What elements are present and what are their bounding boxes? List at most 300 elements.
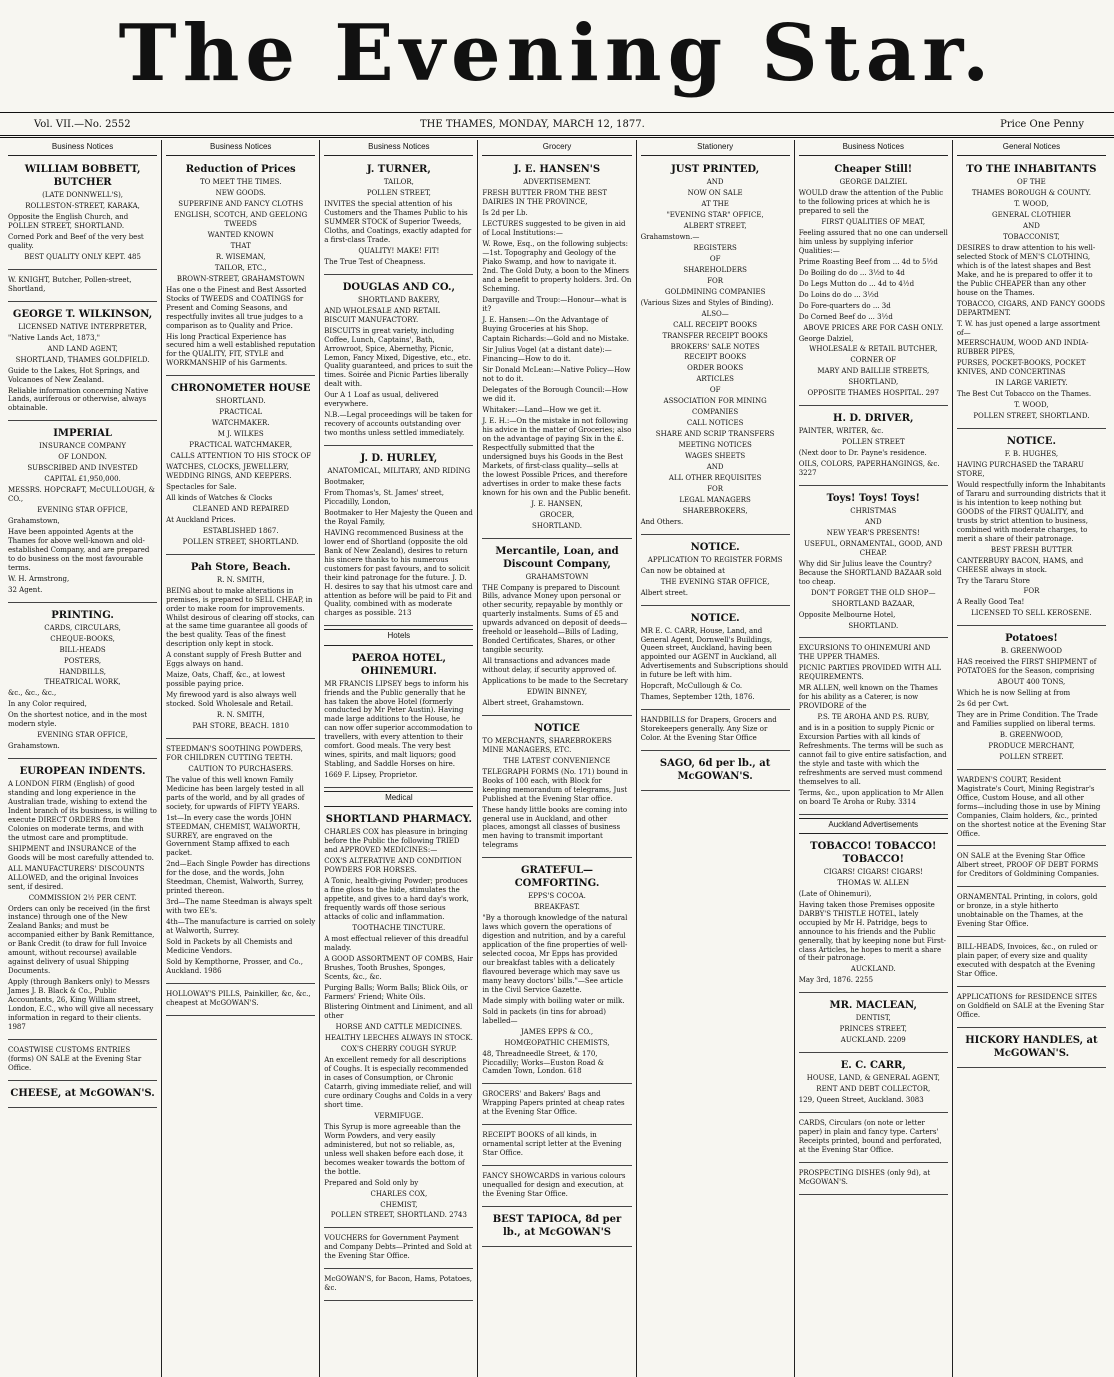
- ad-line: CAUTION TO PURCHASERS.: [188, 764, 294, 773]
- advertisement: [641, 754, 790, 791]
- ad-line: APPLICATIONS for RESIDENCE SITES on Goldfield on SALE at the Evening Star Office.: [956, 992, 1105, 1019]
- ad-line: Do Fore-quarters do ... 3d: [798, 301, 891, 310]
- ad-line: ALBERT STREET,: [683, 222, 747, 231]
- column-4: [478, 140, 636, 1377]
- ad-line: PICNIC PARTIES PROVIDED WITH ALL REQUIREMENTS.: [798, 664, 942, 682]
- ad-line: 1st—In every case the words JOHN STEEDMAN, CHEMIST, WALWORTH, SURREY, are engraved on the Government Stamp affixed to each packet.: [166, 813, 301, 858]
- advertisement: [482, 1210, 631, 1247]
- ad-line: Medical: [385, 793, 413, 803]
- advertisement: [166, 742, 315, 984]
- ad-line: SHARE AND SCRIP TRANSFERS: [655, 430, 775, 439]
- ad-line: PAINTER, WRITER, &c.: [798, 427, 884, 436]
- ad-line: NOTICE.: [690, 541, 740, 553]
- ad-line: OF THE: [1017, 178, 1046, 187]
- ad-line: 2s 6d per Cwt.: [956, 700, 1009, 709]
- ad-line: JUST PRINTED,: [671, 164, 760, 176]
- ad-line: SHIPMENT and INSURANCE of the Goods will be most carefully attended to.: [8, 844, 154, 862]
- ad-line: POLLEN STREET, SHORTLAND. 2743: [330, 1211, 467, 1220]
- ad-line: TOOTHACHE TINCTURE.: [352, 923, 446, 932]
- ad-line: BREAKFAST.: [534, 903, 580, 912]
- ad-line: CAPITAL £1,950,000.: [44, 475, 121, 484]
- ad-line: REGISTERS: [693, 243, 737, 252]
- ad-line: BEST FRESH BUTTER: [990, 545, 1073, 554]
- advertisement: [324, 160, 473, 275]
- column-heading: Business Notices: [799, 140, 948, 156]
- ad-line: USEFUL, ORNAMENTAL, GOOD, AND CHEAP.: [804, 539, 943, 557]
- ad-line: HICKORY HANDLES, at McGOWAN'S.: [965, 1034, 1098, 1059]
- ad-line: SHORTLAND BAKERY,: [358, 295, 440, 304]
- column-heading: Grocery: [482, 140, 631, 156]
- column-heading: Business Notices: [324, 140, 473, 156]
- ad-line: CHARLES COX,: [370, 1189, 428, 1198]
- ad-line: The Best Cut Tobacco on the Thames.: [956, 390, 1092, 399]
- ad-line: Auckland Advertisements: [828, 819, 919, 829]
- advertisement: [8, 424, 157, 602]
- ad-line: Whitaker:—Land—How we get it.: [482, 406, 602, 415]
- ad-line: Applications to be made to the Secretary: [482, 677, 628, 686]
- ad-line: Purging Balls; Worm Balls; Blick Oils, or Farmers' Friend; White Oils.: [324, 983, 468, 1001]
- ad-line: SHORTLAND BAZAAR,: [831, 599, 915, 608]
- ad-line: Do Loins do do ... 3½d: [798, 290, 879, 299]
- ad-line: 48, Threadneedle Street, & 170, Piccadilly; Works—Euston Road & Camden Town, London. 618: [482, 1049, 604, 1076]
- ad-line: A Tonic, health-giving Powder; produces a fine gloss to the hide, stimulates the appetite, and gives to a hard day's work, frequently wards off those serious attacks of colic and inflammation.: [324, 877, 469, 921]
- ad-line: HAVING PURCHASED the TARARU STORE,: [956, 461, 1084, 479]
- ad-line: Thames, September 12th, 1876.: [640, 693, 755, 702]
- ad-line: FOR: [707, 276, 724, 285]
- ad-line: TELEGRAPH FORMS (No. 171) bound in Books of 100 each, with Block for keeping memorandum of telegrams, Just Published at the Evening Star office.: [482, 767, 628, 803]
- ad-line: Prime Roasting Beef from ... 4d to 5½d: [798, 257, 938, 266]
- ad-line: COX'S CHERRY COUGH SYRUP.: [341, 1045, 457, 1054]
- advertisement: [641, 160, 790, 535]
- ad-line: THAT: [230, 241, 251, 250]
- ad-line: ESTABLISHED 1867.: [202, 526, 279, 535]
- ad-line: Can now be obtained at: [640, 566, 725, 575]
- ad-line: B. GREENWOOD,: [999, 730, 1063, 739]
- ad-line: THAMES BOROUGH & COUNTY.: [971, 189, 1091, 198]
- advertisement: [799, 837, 948, 993]
- ad-line: This Syrup is more agreeable than the Worm Powders, and very easily administered, but not so reliable, as, unless well shaken before each dose, it becomes weaker towards the bottom of the bottle.: [324, 1122, 465, 1176]
- advertisement: [8, 762, 157, 1040]
- ad-line: SHAREBROKERS,: [682, 506, 748, 515]
- ad-line: PROSPECTING DISHES (only 9d), at McGOWAN'S.: [798, 1168, 931, 1186]
- ad-line: J. E. Hansen:—On the Advantage of Buying Groceries at his Shop.: [482, 315, 609, 333]
- ad-line: T. WOOD,: [1014, 200, 1049, 209]
- ad-line: HOUSE, LAND, & GENERAL AGENT,: [806, 1074, 940, 1083]
- ad-line: IN LARGE VARIETY.: [995, 379, 1068, 388]
- column-7: [953, 140, 1110, 1377]
- ad-line: AND LAND AGENT,: [47, 344, 118, 353]
- ad-line: Sold in Packets by all Chemists and Medicine Vendors.: [166, 938, 293, 955]
- ad-line: W. Rowe, Esq., on the following subjects:—1st. Topography and Geology of the Piako Swamp, and how to navigate it. 2nd. The Gold Duty, a boon to the Miners and a benefit to property holders. 3rd. On Scheming.: [482, 239, 632, 293]
- ad-line: HAVING recommenced Business at the lower end of Shortland (opposite the old Bank of New Zealand), desires to return his sincere thanks to his numerous customers for past favours, and to solicit their kind patronage for the future. J. D. H. desires to say that his utmost care and attention as before will be paid to Fit and Quality, combined with as moderate charges as possible. 213: [324, 528, 473, 618]
- ad-line: CALLS ATTENTION TO HIS STOCK OF: [170, 452, 312, 461]
- ad-line: DENTIST,: [855, 1014, 891, 1023]
- ad-line: At Auckland Prices.: [166, 515, 236, 524]
- ad-line: OF: [709, 254, 721, 263]
- advertisement: [8, 160, 157, 270]
- ad-line: CALL NOTICES: [686, 419, 744, 428]
- ad-line: BEST TAPIOCA, 8d per lb., at McGOWAN'S: [492, 1214, 622, 1239]
- ad-line: THE LATEST CONVENIENCE: [503, 756, 611, 765]
- ad-line: Sir Julius Vogel (at a distant date):—Financing—How to do it.: [482, 346, 612, 364]
- ad-line: J. E. HANSEN,: [531, 499, 583, 508]
- ad-line: (Next door to Dr. Payne's residence.: [798, 449, 927, 458]
- ad-line: OPPOSITE THAMES HOSPITAL. 297: [807, 389, 940, 398]
- dateline: [0, 112, 1114, 138]
- ad-line: ALL MANUFACTURERS' DISCOUNTS ALLOWED, and the original Invoices sent, if desired.: [8, 864, 145, 891]
- ad-line: Opposite Melbourne Hotel,: [798, 610, 896, 619]
- ad-line: All transactions and advances made without delay, if security approved of.: [482, 657, 617, 675]
- ad-line: P.S. TE AROHA AND P.S. RUBY,: [817, 713, 930, 722]
- ad-line: CHRONOMETER HOUSE: [170, 383, 311, 395]
- ad-line: HEALTHY LEECHES ALWAYS IN STOCK.: [324, 1034, 473, 1043]
- ad-line: All kinds of Watches & Clocks: [166, 493, 273, 502]
- ad-line: EPPS'S COCOA.: [528, 892, 586, 901]
- ad-line: MR ALLEN, well known on the Thames for his ability as a Caterer, is now PROVIDORE of the: [798, 684, 938, 711]
- ad-line: FOR: [1023, 587, 1040, 596]
- ad-line: Having taken those Premises opposite DARBY'S THISTLE HOTEL, lately occupied by Mr H. Patridge, begs to announce to his friends and the Public generally, that by keeping none but First-class Articles, he hopes to merit a share of their patronage.: [798, 900, 946, 963]
- ad-line: Reduction of Prices: [185, 164, 296, 176]
- ad-line: TOBACCONIST,: [1003, 233, 1060, 241]
- ad-line: WATCHES, CLOCKS, JEWELLERY, WEDDING RINGS, AND KEEPERS.: [166, 463, 292, 481]
- ad-line: "EVENING STAR" OFFICE,: [666, 211, 764, 220]
- ad-line: J. TURNER,: [366, 164, 431, 176]
- advertisement: [8, 1084, 157, 1108]
- column-heading: Business Notices: [8, 140, 157, 156]
- ad-line: TOBACCO, CIGARS, AND FANCY GOODS DEPARTMENT.: [956, 299, 1106, 317]
- advertisement: [482, 160, 631, 538]
- ad-line: WARDEN'S COURT, Resident Magistrate's Court, Mining Registrar's Office, Custom House, and all other forms—including those in use by Mining Companies, Claim holders, &c., printed on the shortest notice at the Evening Star Office.: [956, 775, 1106, 838]
- ad-line: AUCKLAND. 2209: [840, 1036, 906, 1045]
- ad-line: BILL-HEADS, Invoices, &c., on ruled or plain paper, of every size and quality executed with despatch at the Evening Star Office.: [956, 943, 1098, 978]
- ad-line: MESSRS. HOPCRAFT, McCULLOUGH, & CO.,: [8, 486, 155, 504]
- ad-line: They are in Prime Condition. The Trade and Families supplied on liberal terms.: [956, 711, 1098, 728]
- ad-line: CHARLES COX has pleasure in bringing before the Public the following TRIED and APPROVED MEDICINES:—: [324, 828, 468, 855]
- ad-line: OILS, COLORS, PAPERHANGINGS, &c. 3227: [798, 460, 940, 478]
- ad-line: ASSOCIATION FOR MINING: [663, 397, 767, 406]
- ad-line: CALL RECEIPT BOOKS: [673, 320, 758, 329]
- ad-line: Pah Store, Beach.: [190, 561, 291, 573]
- ad-line: Potatoes!: [1005, 633, 1058, 645]
- advertisement: [482, 861, 631, 1084]
- ad-line: MEETING NOTICES: [678, 441, 752, 450]
- ad-line: CHRISTMAS: [850, 507, 897, 516]
- ad-line: Captain Richards:—Gold and no Mistake.: [482, 335, 629, 344]
- ad-line: "By a thorough knowledge of the natural laws which govern the operations of digestion and nutrition, and by a careful application of the fine properties of well-selected cocoa, Mr Epps has provided our breakfast tables with a delicately flavoured beverage which may save us many heavy doctors' bills."—See article in the Civil Service Gazette.: [482, 914, 628, 994]
- column-2: [162, 140, 320, 1377]
- ad-line: Bootmaker,: [324, 478, 365, 487]
- ad-line: PRACTICAL WATCHMAKER,: [189, 441, 293, 450]
- ad-line: N.B.—Legal proceedings will be taken for recovery of accounts outstanding over two months unless settled immediately.: [324, 411, 473, 438]
- ad-line: ABOVE PRICES ARE FOR CASH ONLY.: [803, 323, 944, 332]
- advertisement: [641, 538, 790, 606]
- ad-line: Blistering Ointment and Liniment, and all other: [324, 1003, 473, 1021]
- advertisement: [799, 489, 948, 638]
- ad-line: TAILOR, ETC.,: [214, 263, 267, 272]
- ad-line: Bootmaker to Her Majesty the Queen and the Royal Family,: [324, 508, 473, 526]
- ad-line: W. H. Armstrong,: [8, 574, 70, 583]
- newspaper-title: The Evening Star.: [118, 8, 996, 99]
- ad-line: 1669 F. Lipsey, Proprietor.: [324, 771, 418, 780]
- advertisement: [957, 773, 1106, 847]
- ad-line: (Late of Ohinemuri),: [798, 889, 872, 898]
- column-heading: Business Notices: [166, 140, 315, 156]
- ad-line: WHOLESALE & RETAIL BUTCHER,: [809, 345, 938, 354]
- ad-line: TAILOR,: [383, 178, 414, 187]
- ad-line: A most effectual reliever of this dreadful malady.: [324, 934, 469, 952]
- ad-line: POLLEN STREET, SHORTLAND.: [182, 537, 299, 546]
- ad-line: EDWIN BINNEY,: [526, 687, 588, 696]
- ad-line: GENERAL CLOTHIER: [992, 211, 1071, 220]
- ad-line: Terms, &c., upon application to Mr Allen on board Te Aroha or Ruby. 3314: [798, 788, 944, 806]
- ad-line: HOMŒOPATHIC CHEMISTS,: [504, 1038, 610, 1047]
- ad-line: THE EVENING STAR OFFICE,: [660, 577, 770, 586]
- ad-line: WAGES SHEETS: [685, 452, 746, 461]
- ad-line: WATCHMAKER.: [211, 419, 270, 428]
- ad-line: TO MEET THE TIMES.: [199, 178, 282, 187]
- ad-line: T. WOOD,: [1014, 401, 1049, 410]
- ad-line: HORSE AND CATTLE MEDICINES.: [335, 1023, 463, 1032]
- ad-line: 2nd—Each Single Powder has directions for the dose, and the words, John Steedman, Chemist, Walworth, Surrey, printed thereon.: [166, 860, 310, 896]
- advertisement: [799, 641, 948, 814]
- ad-line: My firewood yard is also always well stocked. Sold Wholesale and Retail.: [166, 691, 297, 709]
- ad-line: GEORGE DALZIEL: [839, 178, 907, 187]
- ad-line: Would respectfully inform the Inhabitants of Tararu and surrounding districts that it is his intention to keep nothing but GOODS of the FIRST QUALITY, and trusts by strict attention to business, combined with moderate charges, to merit a share of their patronage.: [956, 480, 1106, 543]
- ad-line: COX'S ALTERATIVE AND CONDITION POWDERS FOR HORSES.: [324, 857, 462, 875]
- ad-line: PURSES, POCKET-BOOKS, POCKET KNIVES, AND CONCERTINAS: [956, 359, 1086, 377]
- ad-line: HANDBILLS for Drapers, Grocers and Storekeepers generally. Any Size or Color. At the Evening Star Office: [640, 716, 777, 743]
- ad-line: T. W. has just opened a large assortment of—: [956, 319, 1101, 337]
- ad-line: Why did Sir Julius leave the Country? Because the SHORTLAND BAZAAR sold too cheap.: [798, 559, 942, 586]
- advertisement: [957, 629, 1106, 769]
- ad-line: HAS received the FIRST SHIPMENT of POTATOES for the Season, comprising: [956, 658, 1097, 676]
- ad-line: CANTERBURY BACON, HAMS, and CHEESE always in stock.: [956, 556, 1084, 574]
- ad-line: &c., &c., &c.,: [8, 689, 57, 698]
- ad-line: Spectacles for Sale.: [166, 482, 237, 491]
- ad-line: THOMAS W. ALLEN: [837, 878, 910, 887]
- ad-line: Delegates of the Borough Council:—How we did it.: [482, 386, 628, 404]
- ad-line: CLEANED AND REPAIRED: [192, 504, 289, 513]
- ad-line: POLLEN STREET, SHORTLAND.: [973, 412, 1090, 421]
- ad-line: F. B. HUGHES,: [1004, 450, 1059, 459]
- ad-line: From Thomas's, St. James' street, Piccadilly, London,: [324, 489, 444, 506]
- ad-line: CHEESE, at McGOWAN'S.: [10, 1087, 155, 1099]
- ad-line: AUCKLAND.: [850, 965, 896, 974]
- ad-line: MEERSCHAUM, WOOD AND INDIA-RUBBER PIPES,: [956, 339, 1089, 357]
- ad-line: THEATRICAL WORK,: [44, 678, 121, 687]
- ad-line: WANTED KNOWN: [207, 231, 274, 239]
- ad-line: Orders can only be received (in the first instance) through one of the New Zealand Banks; and must be accompanied either by Bank Remittance, or Bank Credit (to draw for full Invoice amount, without recourse) available against delivery of usual Shipping Documents.: [8, 904, 155, 976]
- ad-line: B. GREENWOOD: [1000, 647, 1062, 656]
- ad-line: ADVERTISEMENT.: [523, 178, 591, 187]
- advertisement: [957, 890, 1106, 937]
- ad-line: NOW ON SALE: [687, 189, 743, 198]
- ad-line: GOLDMINING COMPANIES: [664, 287, 766, 296]
- ad-line: Try the Tararu Store: [956, 576, 1030, 585]
- ad-line: BISCUITS in great variety, including Coffee, Lunch, Captains', Bath, Arrowroot, Spice, Abernethy, Picnic, Lemon, Fancy Mixed, Digestive, etc., etc. Quality guaranteed, and prices to suit the times. Soirée and Picnic Parties liberally dealt with.: [324, 326, 473, 389]
- ad-line: Sold in packets (in tins for abroad) labelled—: [482, 1007, 606, 1025]
- ad-line: AND: [864, 517, 882, 526]
- ad-line: SAGO, 6d per lb., at McGOWAN'S.: [659, 758, 771, 783]
- ad-line: TRANSFER RECEIPT BOOKS: [662, 331, 768, 340]
- advertisement: [324, 1272, 473, 1301]
- ad-line: A constant supply of Fresh Butter and Eggs always on hand.: [166, 651, 302, 669]
- ad-line: PRINTING.: [51, 609, 114, 621]
- ad-line: May 3rd, 1876. 2255: [798, 976, 874, 985]
- ad-line: A Really Good Tea!: [956, 598, 1025, 607]
- advertisement: [957, 160, 1106, 429]
- ad-line: ARTICLES: [696, 375, 734, 384]
- advertisement: [799, 409, 948, 486]
- ad-line: CORNER OF: [850, 356, 897, 365]
- ad-line: VERMIFUGE.: [374, 1111, 424, 1120]
- ad-line: INVITES the special attention of his Customers and the Thames Public to his SUMMER STOCK of Superior Tweeds, Cloths, and Coatings, exactly adapted for a first-class Trade.: [324, 200, 472, 244]
- advertisement: [482, 1087, 631, 1125]
- ad-line: AND: [706, 178, 724, 187]
- ad-line: OF: [709, 386, 721, 395]
- ad-line: STEEDMAN'S SOOTHING POWDERS, FOR CHILDREN CUTTING TEETH.: [166, 744, 303, 762]
- ad-line: Hotels: [387, 631, 411, 641]
- advertisement: [641, 713, 790, 751]
- ad-line: BEING about to make alterations in premises, is prepared to SELL CHEAP, in order to make room for improvements. Whilst desirous of clearing off stocks, can at the same time guarantee all goods of the best quality. Teas of the finest description only kept in stock.: [166, 586, 315, 649]
- ad-line: 129, Queen Street, Auckland. 3083: [798, 1096, 924, 1105]
- ad-line: Mercantile, Loan, and Discount Company,: [495, 545, 619, 570]
- ad-line: Which he is now Selling at from: [956, 689, 1071, 698]
- ad-line: RENT AND DEBT COLLECTOR,: [816, 1085, 931, 1094]
- ad-line: ALL OTHER REQUISITES: [668, 473, 762, 482]
- ad-line: M J. WILKES: [217, 430, 264, 439]
- ad-line: Toys! Toys! Toys!: [826, 493, 920, 505]
- ad-line: The value of this well known Family Medicine has been largely tested in all parts of the world, and by all grades of society, for upwards of FIFTY YEARS.: [166, 775, 305, 811]
- advertisement: [166, 160, 315, 376]
- advertisement: [8, 606, 157, 759]
- ad-line: George Dalziel,: [798, 334, 854, 343]
- column-heading: Stationery: [641, 140, 790, 156]
- ad-line: FRESH BUTTER FROM THE BEST DAIRIES IN THE PROVINCE,: [482, 189, 607, 207]
- ad-line: ABOUT 400 TONS,: [997, 678, 1066, 687]
- advertisement: [641, 609, 790, 711]
- column-6: [795, 140, 953, 1377]
- ad-line: And Others.: [640, 517, 684, 526]
- advertisement: [8, 305, 157, 422]
- ad-line: POLLEN STREET: [841, 438, 905, 447]
- ad-line: The True Test of Cheapness.: [324, 257, 426, 266]
- ad-line: CHEMIST,: [380, 1200, 418, 1209]
- ad-line: LICENSED TO SELL KEROSENE.: [971, 609, 1092, 618]
- ad-line: J. E. HANSEN'S: [513, 164, 601, 176]
- ad-line: MR E. C. CARR, House, Land, and General Agent, Dornwell's Buildings, Queen street, Auckland, having been appointed our AGENT in Auckland, all Advertisements and Subscriptions should in future be left with him.: [640, 626, 789, 680]
- ad-line: A GOOD ASSORTMENT OF COMBS, Hair Brushes, Tooth Brushes, Sponges, Scents, &c., &c.: [324, 954, 473, 981]
- ad-line: (LATE DONNWELL'S),: [42, 191, 124, 200]
- ad-line: SHORTLAND,: [848, 378, 899, 387]
- ad-line: RECEIPT BOOKS of all kinds, in ornamental script letter at the Evening Star Office.: [482, 1131, 622, 1158]
- ad-line: McGOWAN'S, for Bacon, Hams, Potatoes, &c.: [324, 1275, 473, 1293]
- ad-line: NOTICE.: [1006, 436, 1056, 448]
- ad-line: Made simply with boiling water or milk.: [482, 996, 625, 1005]
- ad-line: AT THE: [701, 200, 729, 209]
- ad-line: Albert street.: [640, 588, 688, 597]
- ad-line: DESIRES to draw attention to his well-selected Stock of MEN'S CLOTHING, which is of the latest shapes and Best Make, and he is prepared to offer it to the Public CHEAPER than any other house on the Thames.: [956, 243, 1096, 297]
- ad-line: 32 Agent.: [8, 585, 43, 594]
- advertisement: [166, 558, 315, 739]
- ad-line: EUROPEAN INDENTS.: [19, 766, 146, 778]
- ad-line: GROCER,: [539, 510, 575, 519]
- ad-line: EXCURSIONS TO OHINEMURI AND THE UPPER THAMES.: [798, 644, 931, 662]
- column-5: [637, 140, 795, 1377]
- ad-line: MARY AND BAILLIE STREETS,: [817, 367, 930, 376]
- ad-line: ORDER BOOKS: [687, 364, 744, 373]
- ad-line: and is in a position to supply Picnic or Excursion Parties with all kinds of Refreshments. The terms will be such as cannot fail to give entire satisfaction, and the style and taste with which the refreshments are served must commend themselves to all.: [798, 724, 947, 786]
- ad-line: SHORTLAND.: [532, 521, 582, 530]
- ad-line: 4th—The manufacture is carried on solely at Walworth, Surrey.: [166, 918, 316, 936]
- ad-line: AND: [706, 463, 724, 472]
- advertisement: [799, 1056, 948, 1113]
- advertisement: [799, 160, 948, 406]
- ad-line: GRAHAMSTOWN: [525, 572, 589, 581]
- ad-line: RECEIPT BOOKS: [684, 353, 747, 362]
- ad-line: COMPANIES: [692, 408, 739, 417]
- ad-line: Grahamstown.: [8, 742, 60, 751]
- ad-line: ENGLISH, SCOTCH, AND GEELONG TWEEDS: [174, 211, 308, 229]
- ad-line: POSTERS,: [64, 656, 102, 665]
- ad-line: CARDS, CIRCULARS,: [44, 623, 121, 632]
- ad-line: Reliable information concerning Native Lands, auriferous or otherwise, always obtainable.: [8, 386, 149, 413]
- ad-line: On the shortest notice, and in the most modern style.: [8, 711, 148, 729]
- ad-line: Do Corned Beef do ... 3½d: [798, 312, 893, 321]
- ad-line: Our A 1 Loaf as usual, delivered everywhere.: [324, 391, 439, 409]
- ad-line: BROWN-STREET, GRAHAMSTOWN: [176, 274, 305, 283]
- ad-line: ANATOMICAL, MILITARY, AND RIDING: [327, 467, 471, 476]
- ad-line: BILL-HEADS: [59, 645, 106, 654]
- ad-line: PAEROA HOTEL, OHINEMURI.: [351, 652, 446, 677]
- ad-line: PAH STORE, BEACH. 1810: [192, 721, 289, 730]
- ad-line: (Various Sizes and Styles of Binding).: [640, 298, 774, 307]
- ad-line: INSURANCE COMPANY: [39, 442, 126, 451]
- ad-line: Have been appointed Agents at the Thames for above well-known and old-established Company, and are prepared to do business on the most favourable terms.: [8, 528, 150, 572]
- ad-line: HANDBILLS,: [59, 667, 106, 676]
- ad-line: Apply (through Bankers only) to Messrs James J. B. Black & Co., Public Accountants, 26, King William street, London, E.C., who will give all necessary information in regard to their clients. 1987: [8, 978, 154, 1031]
- ad-line: Maize, Oats, Chaff, &c., at lowest possible paying price.: [166, 671, 286, 689]
- ad-line: WILLIAM BOBBETT, BUTCHER: [24, 164, 141, 189]
- ad-line: QUALITY! MAKE! FIT!: [358, 246, 440, 255]
- ad-line: LECTURES suggested to be given in aid of Local Institutions:—: [482, 220, 626, 237]
- ad-line: GEORGE T. WILKINSON,: [12, 308, 153, 320]
- advertisement: [957, 1031, 1106, 1068]
- ad-line: VOUCHERS for Government Payment and Company Debts—Printed and Sold at the Evening Star Office.: [324, 1234, 472, 1261]
- ad-line: Is 2d per Lb.: [482, 209, 528, 218]
- ad-line: AND WHOLESALE AND RETAIL BISCUIT MANUFACTORY.: [324, 306, 441, 324]
- ad-line: NEW YEAR'S PRESENTS!: [826, 528, 920, 537]
- ad-line: AND: [1023, 222, 1040, 231]
- advertisement: [166, 987, 315, 1016]
- ad-line: SUBSCRIBED AND INVESTED: [27, 464, 138, 473]
- ad-line: Grahamstown,: [8, 517, 60, 526]
- ad-line: NOTICE: [534, 722, 580, 734]
- section-heading: [324, 629, 473, 645]
- ad-line: SHORTLAND, THAMES GOLDFIELD.: [15, 355, 150, 364]
- ad-line: DON'T FORGET THE OLD SHOP—: [811, 588, 936, 597]
- ad-line: TO MERCHANTS, SHAREBROKERS MINE MANAGERS, ETC.: [482, 736, 612, 754]
- ad-line: Prepared and Sold only by: [324, 1178, 419, 1187]
- ad-line: COMMISSION 2½ PER CENT.: [28, 893, 137, 902]
- ad-line: Dargaville and Troup:—Honour—what is it?: [482, 295, 627, 313]
- ad-line: Opposite the English Church, and POLLEN STREET, SHORTLAND.: [8, 213, 129, 231]
- ad-line: Corned Pork and Beef of the very best quality.: [8, 233, 144, 250]
- ad-line: R. WISEMAN,: [215, 252, 266, 261]
- ad-line: LEGAL MANAGERS: [679, 495, 751, 504]
- ad-line: W. KNIGHT, Butcher, Pollen-street, Shortland,: [8, 275, 132, 293]
- advertisement: [482, 1169, 631, 1207]
